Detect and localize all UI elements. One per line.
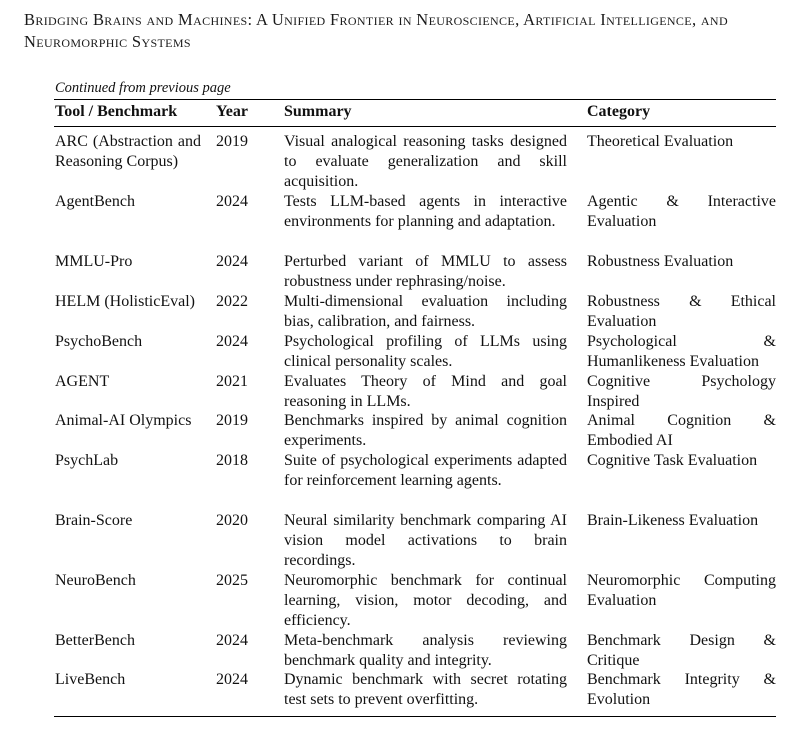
year-cell: 2020 <box>216 512 248 529</box>
year-cell: 2024 <box>216 333 248 350</box>
tool-cell: AgentBench <box>55 193 135 210</box>
tool-cell: NeuroBench <box>55 572 136 589</box>
summary-cell: Neuromorphic benchmark for continual learning, vision, motor decoding, and efficiency. <box>284 572 567 629</box>
year-cell: 2019 <box>216 412 248 429</box>
year-cell: 2024 <box>216 671 248 688</box>
tool-cell: Animal-AI Olympics <box>55 412 192 429</box>
year-cell: 2021 <box>216 373 248 390</box>
category-cell: Animal Cognition & Embodied AI <box>587 412 776 449</box>
summary-cell: Perturbed variant of MMLU to assess robustness under rephrasing/noise. <box>284 253 567 290</box>
summary-cell: Psychological profiling of LLMs using clinical personality scales. <box>284 333 567 370</box>
tool-cell: MMLU-Pro <box>55 253 133 270</box>
column-header-year: Year <box>216 103 248 120</box>
category-cell: Neuromorphic Computing Evaluation <box>587 572 776 609</box>
category-cell: Theoretical Evaluation <box>587 133 734 150</box>
category-cell: Benchmark Design & Critique <box>587 632 776 669</box>
category-cell: Benchmark Integrity & Evolution <box>587 671 776 708</box>
summary-cell: Meta-benchmark analysis reviewing benchmark quality and integrity. <box>284 632 567 669</box>
category-cell: Cognitive Task Evaluation <box>587 452 758 469</box>
year-cell: 2019 <box>216 133 248 150</box>
tool-cell: PsychLab <box>55 452 119 469</box>
tool-cell: Brain-Score <box>55 512 133 529</box>
tool-cell: HELM (HolisticEval) <box>55 293 195 310</box>
category-cell: Psychological & Humanlikeness Evaluation <box>587 333 776 370</box>
category-cell: Robustness & Ethical Evaluation <box>587 293 776 330</box>
year-cell: 2018 <box>216 452 248 469</box>
tool-cell: PsychoBench <box>55 333 143 350</box>
running-header: Bridging Brains and Machines: A Unified Frontier in Neuroscience, Artificial Intelligence, and Neuromorphic Systems <box>24 10 728 51</box>
bottom-rule <box>54 716 776 717</box>
tool-cell: ARC (Abstraction and Reasoning Corpus) <box>55 133 201 170</box>
header-rule <box>54 126 776 127</box>
year-cell: 2025 <box>216 572 248 589</box>
tool-cell: AGENT <box>55 373 110 390</box>
summary-cell: Tests LLM-based agents in interactive environments for planning and adaptation. <box>284 193 567 230</box>
category-cell: Brain-Likeness Evaluation <box>587 512 759 529</box>
continued-note: Continued from previous page <box>55 80 231 96</box>
column-header-category: Category <box>587 103 651 120</box>
year-cell: 2024 <box>216 253 248 270</box>
summary-cell: Evaluates Theory of Mind and goal reasoning in LLMs. <box>284 373 567 410</box>
summary-cell: Neural similarity benchmark comparing AI vision model activations to brain recordings. <box>284 512 567 569</box>
top-rule <box>54 99 776 100</box>
summary-cell: Dynamic benchmark with secret rotating test sets to prevent overfitting. <box>284 671 567 708</box>
summary-cell: Multi-dimensional evaluation including bias, calibration, and fairness. <box>284 293 567 330</box>
category-cell: Robustness Evaluation <box>587 253 734 270</box>
column-header-summary: Summary <box>284 103 352 120</box>
summary-cell: Benchmarks inspired by animal cognition experiments. <box>284 412 567 449</box>
tool-cell: BetterBench <box>55 632 135 649</box>
summary-cell: Suite of psychological experiments adapted for reinforcement learning agents. <box>284 452 567 489</box>
summary-cell: Visual analogical reasoning tasks designed to evaluate generalization and skill acquisition. <box>284 133 567 190</box>
category-cell: Cognitive Psychology Inspired <box>587 373 776 410</box>
year-cell: 2024 <box>216 193 248 210</box>
year-cell: 2022 <box>216 293 248 310</box>
column-header-tool: Tool / Benchmark <box>55 103 178 120</box>
year-cell: 2024 <box>216 632 248 649</box>
category-cell: Agentic & Interactive Evaluation <box>587 193 776 230</box>
tool-cell: LiveBench <box>55 671 126 688</box>
